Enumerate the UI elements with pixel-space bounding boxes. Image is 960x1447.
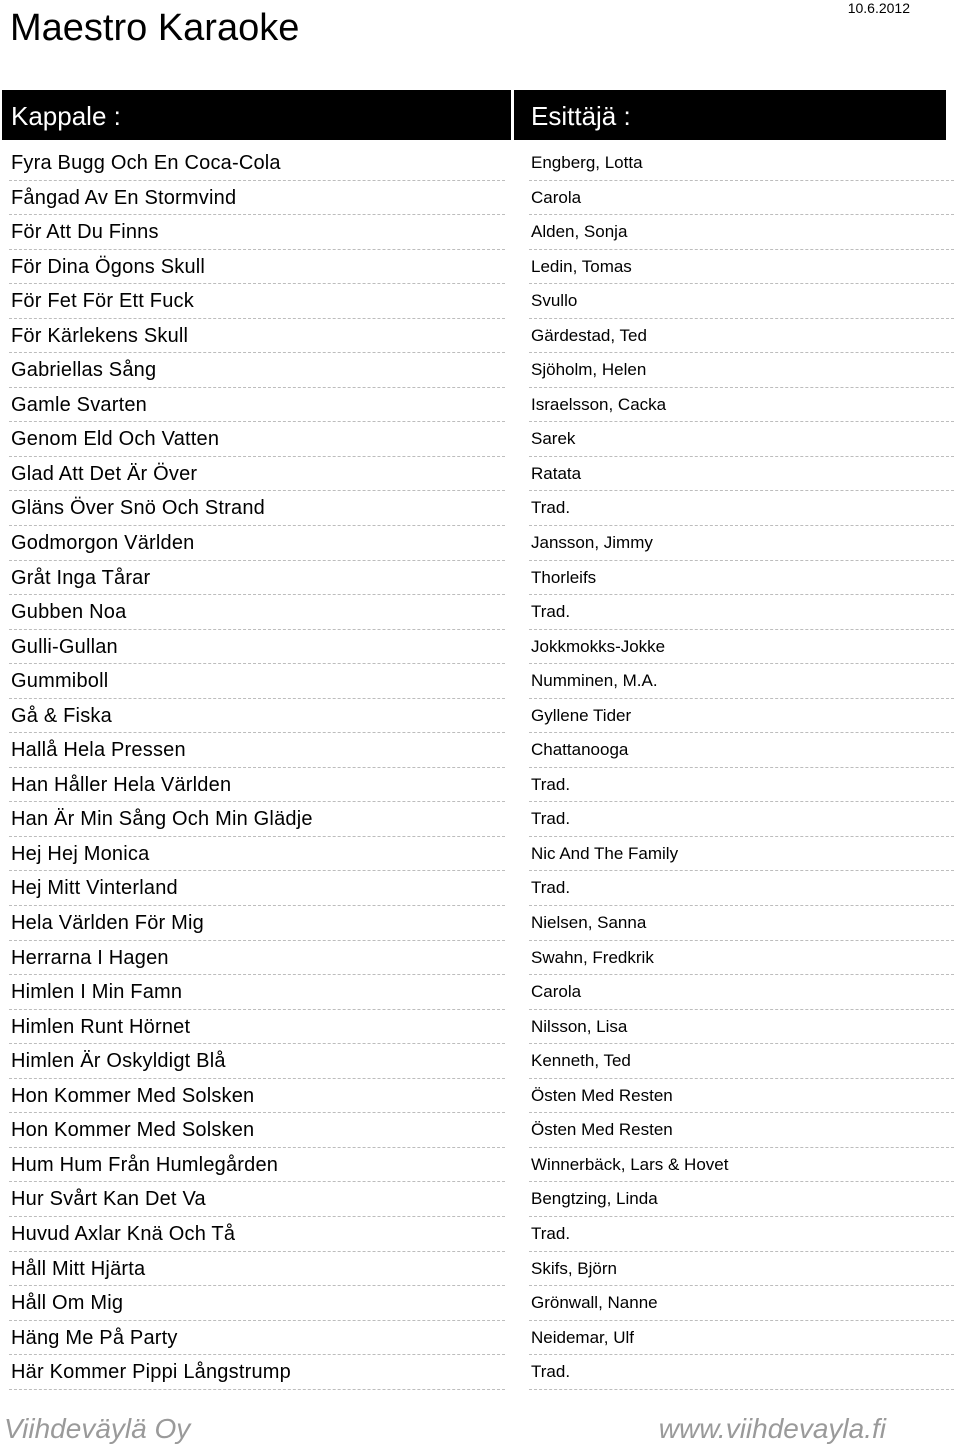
footer-company: Viihdeväylä Oy [4,1413,191,1444]
table-row [0,561,960,596]
artist-name: Trad. [531,602,571,622]
song-title: Gå & Fiska [11,704,112,727]
artist-name: Israelsson, Cacka [531,394,667,414]
table-row [0,871,960,906]
artist-name: Nilsson, Lisa [531,1016,628,1036]
artist-name: Alden, Sonja [531,222,628,242]
table-row [0,1010,960,1045]
table-row [0,941,960,976]
page-footer [0,1412,960,1446]
song-title: Himlen I Min Famn [11,981,183,1004]
artist-name: Nielsen, Sanna [531,913,647,933]
artist-name: Ledin, Tomas [531,256,632,276]
artist-name: Thorleifs [531,567,597,587]
table-row [0,526,960,561]
artist-name: Winnerbäck, Lars & Hovet [531,1154,729,1174]
song-title: Hela Världen För Mig [11,912,204,935]
song-title: Hej Hej Monica [11,842,150,865]
artist-name: Gyllene Tider [531,705,632,725]
artist-name: Skifs, Björn [531,1258,617,1278]
table-row [0,906,960,941]
row-divider [9,1389,505,1390]
table-row [0,1355,960,1390]
artist-name: Numminen, M.A. [531,671,658,691]
table-row [0,837,960,872]
table-row [0,1044,960,1079]
song-title: Fyra Bugg Och En Coca-Cola [11,152,281,174]
song-list [0,146,960,1390]
artist-name: Carola [531,187,582,207]
song-title: Genom Eld Och Vatten [11,428,220,451]
song-title: För Fet För Ett Fuck [11,290,194,313]
column-header-song: Kappale : [11,101,121,131]
song-title: Här Kommer Pippi Långstrump [11,1361,291,1384]
artist-name: Ratata [531,463,582,483]
artist-name: Swahn, Fredkrik [531,947,654,967]
page-title: Maestro Karaoke [10,7,300,49]
song-title: Häng Me På Party [11,1326,178,1349]
artist-name: Grönwall, Nanne [531,1293,658,1313]
table-row [0,664,960,699]
table-row [0,1182,960,1217]
table-row [0,284,960,319]
artist-name: Carola [531,982,582,1002]
song-title: Han Är Min Sång Och Min Glädje [11,808,313,831]
song-title: Huvud Axlar Knä Och Tå [11,1222,236,1245]
table-row [0,491,960,526]
row-divider [529,1389,954,1390]
song-title: Håll Mitt Hjärta [11,1257,146,1280]
song-title: Hon Kommer Med Solsken [11,1119,255,1142]
song-title: Godmorgon Världen [11,532,195,555]
song-title: För Kärlekens Skull [11,324,189,347]
artist-name: Trad. [531,1223,571,1243]
artist-name: Östen Med Resten [531,1085,673,1105]
artist-name: Östen Med Resten [531,1120,673,1140]
song-title: Gulli-Gullan [11,635,118,658]
table-row [0,699,960,734]
artist-name: Svullo [531,291,578,311]
table-row [0,1217,960,1252]
song-title: Gubben Noa [11,601,127,624]
table-row [0,388,960,423]
song-title: Han Håller Hela Världen [11,773,232,796]
artist-name: Trad. [531,1362,571,1382]
song-title: Hur Svårt Kan Det Va [11,1188,206,1211]
table-row [0,802,960,837]
song-title: För Att Du Finns [11,221,159,244]
artist-name: Trad. [531,498,571,518]
song-title: Gummiboll [11,670,109,693]
table-row [0,215,960,250]
table-row [0,733,960,768]
song-title: Hej Mitt Vinterland [11,877,178,900]
table-row [0,1079,960,1114]
table-row [0,1148,960,1183]
song-title: Hum Hum Från Humlegården [11,1153,279,1176]
table-row [0,1286,960,1321]
artist-name: Sjöholm, Helen [531,360,647,380]
artist-name: Jokkmokks-Jokke [531,636,666,656]
table-row [0,1252,960,1287]
footer-website: www.viihdevayla.fi [658,1413,886,1444]
table-row [0,1321,960,1356]
artist-name: Kenneth, Ted [531,1051,631,1071]
table-row [0,768,960,803]
song-title: Gråt Inga Tårar [11,566,151,589]
song-title: Hon Kommer Med Solsken [11,1084,255,1107]
artist-name: Trad. [531,878,571,898]
document-date: 10.6.2012 [847,0,910,16]
table-row [0,457,960,492]
table-row [0,250,960,285]
artist-name: Chattanooga [531,740,629,760]
artist-name: Jansson, Jimmy [531,533,653,553]
song-title: Fångad Av En Stormvind [11,186,237,209]
table-row [0,630,960,665]
artist-name: Trad. [531,774,571,794]
table-row [0,181,960,216]
artist-name: Trad. [531,809,571,829]
artist-name: Engberg, Lotta [531,153,643,172]
artist-name: Gärdestad, Ted [531,325,647,345]
table-row [0,422,960,457]
table-header [2,90,946,140]
artist-name: Sarek [531,429,576,449]
song-title: För Dina Ögons Skull [11,255,206,278]
table-row [0,353,960,388]
column-header-artist: Esittäjä : [531,101,631,131]
song-title: Gamle Svarten [11,393,147,416]
artist-name: Nic And The Family [531,843,679,863]
song-title: Hallå Hela Pressen [11,739,186,762]
song-title: Glad Att Det Är Över [11,462,198,485]
table-row [0,975,960,1010]
table-row [0,595,960,630]
song-title: Gläns Över Snö Och Strand [11,497,266,520]
header-divider [511,90,514,140]
artist-name: Neidemar, Ulf [531,1327,634,1347]
song-title: Himlen Är Oskyldigt Blå [11,1050,226,1073]
song-title: Herrarna I Hagen [11,946,169,969]
table-row [0,319,960,354]
table-row [0,146,960,181]
table-row [0,1113,960,1148]
song-title: Håll Om Mig [11,1292,124,1315]
song-title: Himlen Runt Hörnet [11,1015,191,1038]
artist-name: Bengtzing, Linda [531,1189,658,1209]
song-title: Gabriellas Sång [11,359,157,382]
